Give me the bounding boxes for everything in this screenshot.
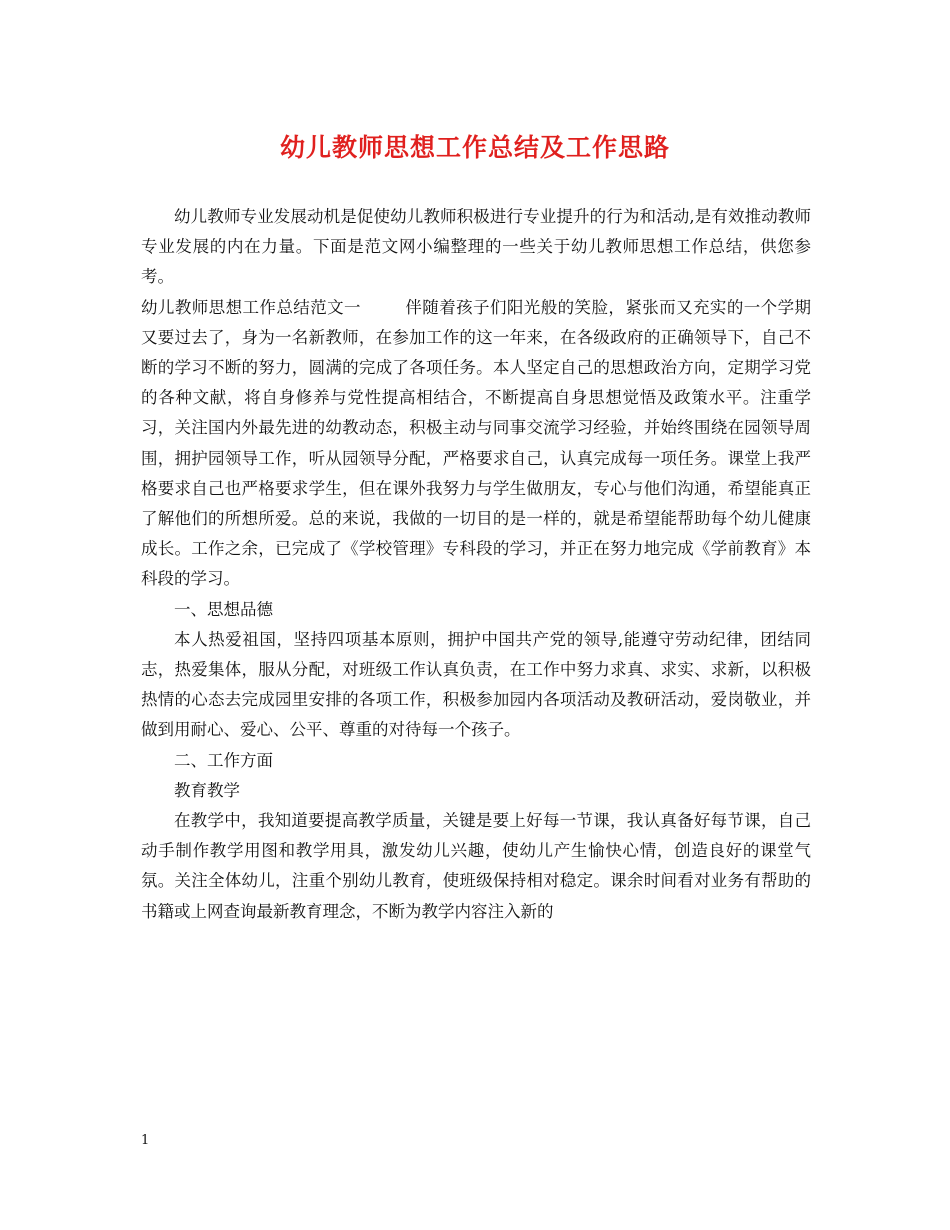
document-body (141, 202, 811, 927)
subsection-paragraph: 在教学中，我知道要提高教学质量，关键是要上好每一节课，我认真备好每节课，自己动手制作教学用图和教学用具，激发幼儿兴趣，使幼儿产生愉快心情，创造良好的课堂气氛。关注全体幼儿，注重个别幼儿教育，使班级保持相对稳定。课余时间看对业务有帮助的书籍或上网查询最新教育理念，不断为教学内容注入新的 (141, 811, 811, 921)
page-number: 1 (141, 1133, 150, 1148)
sample-label: 幼儿教师思想工作总结范文一 (141, 297, 361, 317)
document-title: 幼儿教师思想工作总结及工作思路 (279, 133, 670, 162)
sample-text: 伴随着孩子们阳光般的笑脸，紧张而又充实的一个学期又要过去了，身为一名新教师，在参加工作的这一年来，在各级政府的正确领导下，自己不断的学习不断的努力，圆满的完成了各项任务。本人坚定自己的思想政治方向，定期学习党的各种文献，将自身修养与党性提高相结合，不断提高自身思想觉悟及政策水平。注重学习，关注国内外最先进的幼教动态，积极主动与同事交流学习经验，并始终围绕在园领导周围，拥护园领导工作，听从园领导分配，严格要求自己，认真完成每一项任务。课堂上我严格要求自己也严格要求学生，但在课外我努力与学生做朋友，专心与他们沟通，希望能真正了解他们的所想所爱。总的来说，我做的一切目的是一样的，就是希望能帮助每个幼儿健康成长。工作之余，已完成了《学校管理》专科段的学习，并正在努力地完成《学前教育》本科段的学习。 (141, 297, 812, 589)
section-heading-1: 一、思想品德 (174, 599, 273, 619)
intro-paragraph: 幼儿教师专业发展动机是促使幼儿教师积极进行专业提升的行为和活动,是有效推动教师专业发展的内在力量。下面是范文网小编整理的一些关于幼儿教师思想工作总结，供您参考。 (141, 207, 811, 287)
sample-paragraph (141, 293, 811, 595)
section-heading-2: 二、工作方面 (174, 750, 273, 770)
section-paragraph-1: 本人热爱祖国，坚持四项基本原则，拥护中国共产党的领导,能遵守劳动纪律，团结同志，热爱集体，服从分配，对班级工作认真负责，在工作中努力求真、求实、求新，以积极热情的心态去完成园里安排的各项工作，积极参加园内各项活动及教研活动，爱岗敬业，并做到用耐心、爱心、公平、尊重的对待每一个孩子。 (141, 629, 811, 740)
subsection-heading: 教育教学 (174, 780, 240, 800)
